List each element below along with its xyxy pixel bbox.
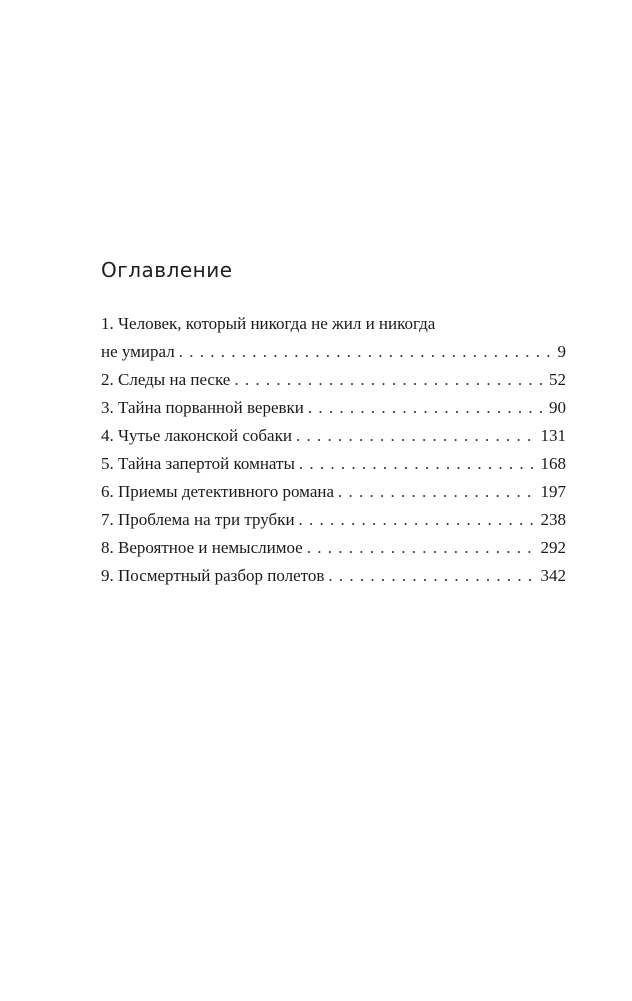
toc-entry-7 [101,506,566,534]
toc-entry-line [101,562,566,590]
dot-leader [299,506,537,534]
toc-entry-title: 8. Вероятное и немыслимое [101,538,303,557]
toc-entry-9 [101,562,566,590]
toc-entry-2 [101,366,566,394]
toc-entry-title: 7. Проблема на три трубки [101,510,295,529]
toc-page-number: 90 [549,398,566,417]
dot-leader [328,562,536,590]
dot-leader [338,478,536,506]
toc-list [101,310,566,590]
toc-entry-6 [101,478,566,506]
toc-entry-title: 5. Тайна запертой комнаты [101,454,295,473]
dot-leader [308,394,545,422]
toc-page-number: 197 [540,482,566,501]
dot-leader [179,338,554,366]
toc-entry-title-line1: 1. Человек, который никогда не жил и никогда [101,314,436,333]
toc-entry-4 [101,422,566,450]
toc-entry-title: 3. Тайна порванной веревки [101,398,304,417]
toc-entry-line [101,366,566,394]
toc-page-number: 342 [540,566,566,585]
toc-page-number: 9 [557,342,566,361]
toc-entry-title: 6. Приемы детективного романа [101,482,335,501]
toc-entry-line [101,450,566,478]
dot-leader [234,366,545,394]
toc-page-number: 238 [540,510,566,529]
toc-entry-title: 4. Чутье лаконской собаки [101,426,292,445]
toc-entry-1 [101,310,566,366]
toc-entry-title: 2. Следы на песке [101,370,231,389]
toc-page-number: 52 [549,370,566,389]
toc-page-number: 131 [540,426,566,445]
toc-heading: Оглавление [101,258,233,282]
toc-entry-8 [101,534,566,562]
toc-page-number: 292 [540,538,566,557]
toc-entry-3 [101,394,566,422]
toc-entry-title: не умирал [101,342,175,361]
dot-leader [299,450,537,478]
toc-entry-line [101,506,566,534]
toc-entry-line [101,394,566,422]
dot-leader [296,422,537,450]
toc-entry-line [101,338,566,366]
toc-entry-5 [101,450,566,478]
toc-entry-line [101,534,566,562]
dot-leader [307,534,537,562]
toc-entry-title: 9. Посмертный разбор полетов [101,566,325,585]
toc-page-number: 168 [540,454,566,473]
toc-entry-line [101,478,566,506]
toc-entry-line [101,422,566,450]
